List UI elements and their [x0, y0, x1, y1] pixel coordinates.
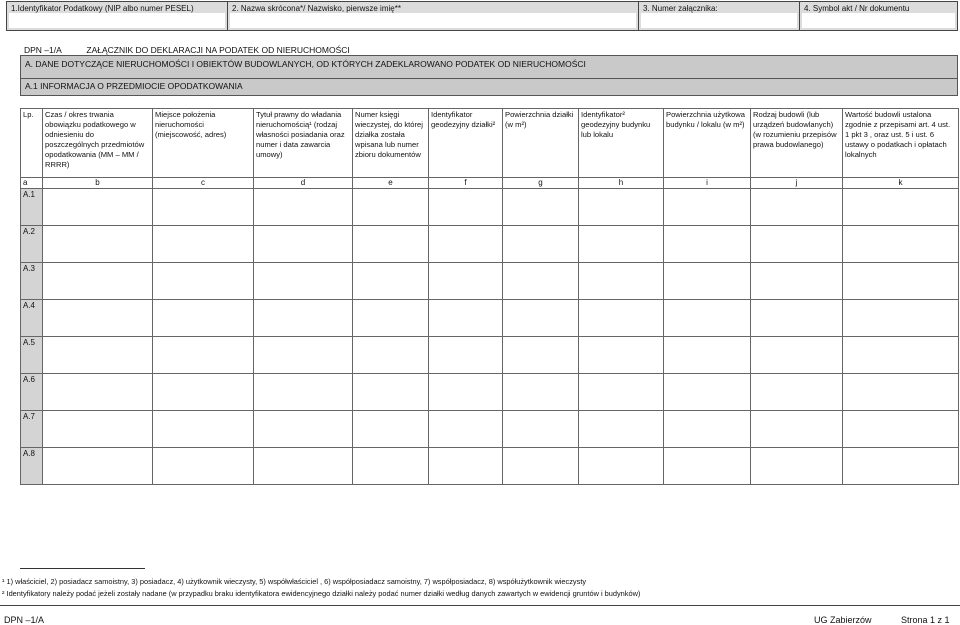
table-cell[interactable] [254, 189, 353, 226]
page-footer [0, 605, 960, 625]
table-cell[interactable] [664, 337, 751, 374]
document-number-field[interactable] [799, 2, 957, 30]
table-cell[interactable] [751, 411, 843, 448]
table-cell[interactable] [503, 189, 579, 226]
table-row [21, 374, 959, 411]
table-cell[interactable] [843, 448, 959, 485]
table-cell[interactable] [751, 263, 843, 300]
table-cell[interactable] [153, 300, 254, 337]
table-cell[interactable] [503, 300, 579, 337]
footnote-divider [20, 568, 145, 569]
table-cell[interactable] [751, 300, 843, 337]
footnote-1: ¹ 1) właściciel, 2) posiadacz samoistny, 3) posiadacz, 4) użytkownik wieczysty, 5) współwłaściciel , 6) współposiadacz samoistny, 7) współposiadacz, 8) współużytkownik wieczysty [2, 577, 587, 586]
table-cell[interactable] [353, 226, 429, 263]
table-cell[interactable] [254, 263, 353, 300]
table-row [21, 300, 959, 337]
table-cell[interactable] [579, 337, 664, 374]
table-row [21, 263, 959, 300]
table-cell[interactable] [843, 226, 959, 263]
col-letter: e [353, 178, 429, 189]
table-cell[interactable] [664, 448, 751, 485]
row-label: A.8 [21, 448, 43, 485]
table-cell[interactable] [664, 189, 751, 226]
table-cell[interactable] [153, 337, 254, 374]
col-letter: h [579, 178, 664, 189]
section-a-heading: A. DANE DOTYCZĄCE NIERUCHOMOŚCI I OBIEKTÓW BUDOWLANYCH, OD KTÓRYCH ZADEKLAROWANO PODATEK OD NIERUCHOMOŚCI [20, 55, 958, 79]
column-letters-row [21, 178, 959, 189]
annex-title: ZAŁĄCZNIK DO DEKLARACJI NA PODATEK OD NIERUCHOMOŚCI [86, 45, 350, 55]
table-cell[interactable] [429, 337, 503, 374]
table-cell[interactable] [353, 374, 429, 411]
table-cell[interactable] [43, 189, 153, 226]
footer-form-code: DPN –1/A [4, 615, 45, 625]
footer-page-number: Strona 1 z 1 [901, 615, 950, 625]
table-row [21, 337, 959, 374]
annex-code: DPN –1/A [24, 45, 62, 55]
table-cell[interactable] [254, 448, 353, 485]
col-header-plot-area: Powierzchnia działki (w m²) [503, 109, 579, 178]
table-cell[interactable] [153, 411, 254, 448]
col-letter: i [664, 178, 751, 189]
table-cell[interactable] [664, 411, 751, 448]
col-letter: c [153, 178, 254, 189]
section-a1-heading: A.1 INFORMACJA O PRZEDMIOCIE OPODATKOWANIA [20, 79, 958, 96]
document-number-label: 4. Symbol akt / Nr dokumentu [804, 4, 910, 13]
table-cell[interactable] [664, 263, 751, 300]
table-cell[interactable] [254, 374, 353, 411]
table-cell[interactable] [843, 189, 959, 226]
nip-pesel-label: 1.Identyfikator Podatkowy (NIP albo numer PESEL) [11, 4, 194, 13]
table-cell[interactable] [751, 374, 843, 411]
table-row [21, 226, 959, 263]
table-cell[interactable] [43, 337, 153, 374]
table-cell[interactable] [353, 411, 429, 448]
row-label: A.7 [21, 411, 43, 448]
table-cell[interactable] [254, 337, 353, 374]
table-cell[interactable] [579, 263, 664, 300]
table-cell[interactable] [843, 337, 959, 374]
annex-number-input[interactable] [641, 13, 797, 28]
col-letter: j [751, 178, 843, 189]
col-letter: f [429, 178, 503, 189]
name-label: 2. Nazwa skrócona*/ Nazwisko, pierwsze imię** [232, 4, 401, 13]
table-cell[interactable] [254, 411, 353, 448]
table-cell[interactable] [429, 374, 503, 411]
table-cell[interactable] [429, 448, 503, 485]
col-header-location: Miejsce położenia nieruchomości (miejscowość, adres) [153, 109, 254, 178]
annex-number-label: 3. Numer załącznika: [643, 4, 718, 13]
table-cell[interactable] [751, 337, 843, 374]
col-letter: d [254, 178, 353, 189]
table-cell[interactable] [843, 300, 959, 337]
table-cell[interactable] [43, 448, 153, 485]
data-rows [21, 189, 959, 485]
table-cell[interactable] [429, 189, 503, 226]
table-row [21, 189, 959, 226]
table-cell[interactable] [43, 226, 153, 263]
col-header-land-register: Numer księgi wieczystej, do której działka została wpisana lub numer zbioru dokumentów [353, 109, 429, 178]
table-cell[interactable] [153, 189, 254, 226]
table-cell[interactable] [429, 300, 503, 337]
table-cell[interactable] [579, 448, 664, 485]
table-cell[interactable] [353, 337, 429, 374]
header-fields [6, 1, 958, 31]
table-cell[interactable] [43, 411, 153, 448]
table-cell[interactable] [429, 226, 503, 263]
row-label: A.4 [21, 300, 43, 337]
nip-pesel-field[interactable] [7, 2, 227, 30]
table-cell[interactable] [579, 226, 664, 263]
table-cell[interactable] [503, 263, 579, 300]
table-cell[interactable] [751, 448, 843, 485]
footer-office: UG Zabierzów [814, 615, 872, 625]
row-label: A.1 [21, 189, 43, 226]
table-cell[interactable] [353, 263, 429, 300]
footnote-2: ² Identyfikatory należy podać jeżeli zostały nadane (w przypadku braku identyfikatora ewidencyjnego działki należy podać numer działki według danych zawartych w ewidencji gruntów i budynków) [2, 589, 641, 598]
table-cell[interactable] [353, 448, 429, 485]
table-cell[interactable] [664, 300, 751, 337]
col-header-usable-area: Powierzchnia użytkowa budynku / lokalu (w m²) [664, 109, 751, 178]
col-header-lp: Lp. [21, 109, 43, 178]
table-row [21, 448, 959, 485]
table-cell[interactable] [579, 189, 664, 226]
table-cell[interactable] [43, 374, 153, 411]
col-letter: g [503, 178, 579, 189]
table-cell[interactable] [843, 374, 959, 411]
col-header-building-id: Identyfikator² geodezyjny budynku lub lokalu [579, 109, 664, 178]
table-cell[interactable] [153, 448, 254, 485]
table-cell[interactable] [429, 411, 503, 448]
table-cell[interactable] [503, 411, 579, 448]
row-label: A.2 [21, 226, 43, 263]
table-cell[interactable] [664, 374, 751, 411]
col-letter: k [843, 178, 959, 189]
row-label: A.6 [21, 374, 43, 411]
table-cell[interactable] [503, 226, 579, 263]
table-cell[interactable] [254, 300, 353, 337]
table-cell[interactable] [579, 374, 664, 411]
table-cell[interactable] [429, 263, 503, 300]
table-cell[interactable] [579, 411, 664, 448]
table-cell[interactable] [43, 300, 153, 337]
nip-pesel-input[interactable] [9, 13, 225, 28]
table-cell[interactable] [43, 263, 153, 300]
table-cell[interactable] [353, 300, 429, 337]
document-number-input[interactable] [802, 13, 955, 28]
col-header-period: Czas / okres trwania obowiązku podatkowego w odniesieniu do poszczególnych przedmiotów opodatkowania (MM – MM / RRRR) [43, 109, 153, 178]
table-cell[interactable] [153, 226, 254, 263]
table-cell[interactable] [843, 411, 959, 448]
table-row [21, 411, 959, 448]
table-cell[interactable] [254, 226, 353, 263]
table-cell[interactable] [153, 374, 254, 411]
col-header-structure-value: Wartość budowli ustalona zgodnie z przepisami art. 4 ust. 1 pkt 3 , oraz ust. 5 i ust. 6 ustawy o podatkach i opłatach lokalnych [843, 109, 959, 178]
row-label: A.5 [21, 337, 43, 374]
col-header-plot-id: Identyfikator geodezyjny działki² [429, 109, 503, 178]
row-label: A.3 [21, 263, 43, 300]
table-cell[interactable] [503, 448, 579, 485]
col-header-title: Tytuł prawny do władania nieruchomością¹ (rodzaj własności posiadania oraz numer i data zawarcia umowy) [254, 109, 353, 178]
table-cell[interactable] [843, 263, 959, 300]
col-letter: b [43, 178, 153, 189]
col-header-structure-type: Rodzaj budowli (lub urządzeń budowlanych) (w rozumieniu przepisów prawa budowlanego) [751, 109, 843, 178]
table-cell[interactable] [751, 189, 843, 226]
table-cell[interactable] [751, 226, 843, 263]
table-cell[interactable] [503, 337, 579, 374]
col-letter: a [21, 178, 43, 189]
name-input[interactable] [230, 13, 636, 28]
name-field[interactable] [227, 2, 638, 30]
table-cell[interactable] [153, 263, 254, 300]
table-cell[interactable] [579, 300, 664, 337]
annex-heading [24, 45, 350, 55]
table-cell[interactable] [664, 226, 751, 263]
table-cell[interactable] [503, 374, 579, 411]
table-cell[interactable] [353, 189, 429, 226]
annex-number-field[interactable] [638, 2, 799, 30]
property-table [20, 108, 959, 485]
